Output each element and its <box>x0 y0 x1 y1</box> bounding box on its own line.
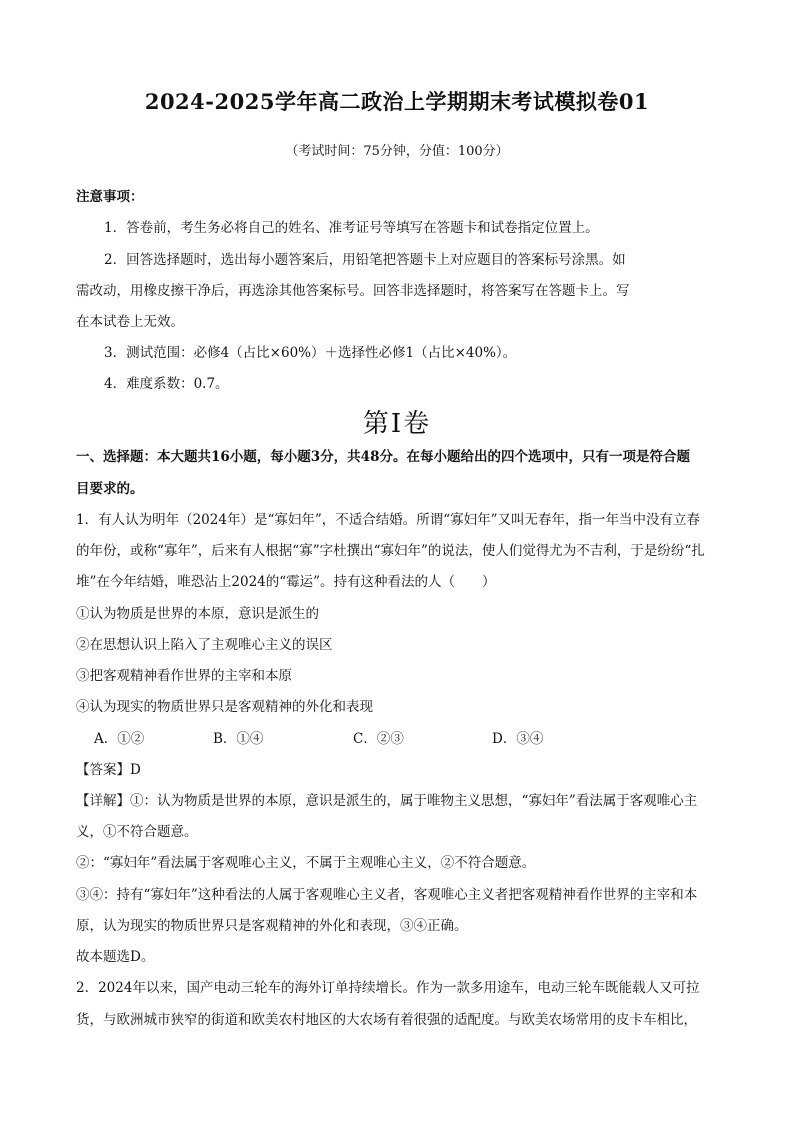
option-d: D．③④ <box>492 731 544 747</box>
notice-line: 3．测试范围：必修4（占比×60%）＋选择性必修1（占比×40%）。 <box>104 345 517 361</box>
part-heading: 目要求的。 <box>76 481 144 497</box>
part-heading: 一、选择题：本大题共16小题，每小题3分，共48分。在每小题给出的四个选项中，只有一项是符合题 <box>76 449 690 465</box>
statement: ②在思想认识上陷入了主观唯心主义的误区 <box>76 637 333 653</box>
option-c: C．②③ <box>353 731 404 747</box>
section-title: 第Ⅰ卷 <box>362 409 432 439</box>
statement: ③把客观精神看作世界的主宰和本原 <box>76 668 292 684</box>
question-stem: 的年份，或称“寡年”，后来有人根据“寡”字杜撰出“寡妇年”的说法，使人们觉得尤为不吉利，于是纷纷“扎 <box>76 543 705 559</box>
question-stem: 2．2024年以来，国产电动三轮车的海外订单持续增长。作为一款多用途车，电动三轮车既能载人又可拉 <box>76 980 700 996</box>
explanation-line: ③④：持有“寡妇年”这种看法的人属于客观唯心主义者，客观唯心主义者把客观精神看作世界的主宰和本 <box>76 887 698 903</box>
question-stem: 1．有人认为明年（2024年）是“寡妇年”，不适合结婚。所谓“寡妇年”又叫无春年，指一年当中没有立春 <box>76 512 701 528</box>
question-stem: 堆”在今年结婚，唯恐沾上2024的“霉运”。持有这种看法的人（ ） <box>76 574 496 590</box>
explanation-line: 故本题选D。 <box>76 949 155 965</box>
statement: ①认为物质是世界的本原，意识是派生的 <box>76 606 319 622</box>
explanation-line: ②：“寡妇年”看法属于客观唯心主义，不属于主观唯心主义，②不符合题意。 <box>76 855 536 871</box>
exam-info: （考试时间：75分钟，分值：100分） <box>285 144 509 159</box>
notice-line: 在本试卷上无效。 <box>76 314 184 330</box>
answer: 【答案】D <box>76 762 141 778</box>
option-b: B．①④ <box>213 731 264 747</box>
explanation-line: 原，认为现实的物质世界只是客观精神的外化和表现，③④正确。 <box>76 918 468 934</box>
question-stem: 货，与欧洲城市狭窄的街道和欧美农村地区的大农场有着很强的适配度。与欧美农场常用的皮卡车相比， <box>76 1012 697 1028</box>
notice-heading: 注意事项： <box>76 189 144 205</box>
notice-line: 需改动，用橡皮擦干净后，再选涂其他答案标号。回答非选择题时，将答案写在答题卡上。写 <box>76 283 630 299</box>
explanation-line: 义，①不符合题意。 <box>76 824 198 840</box>
notice-line: 2．回答选择题时，选出每小题答案后，用铅笔把答题卡上对应题目的答案标号涂黑。如 <box>104 252 626 268</box>
document-title: 2024-2025学年高二政治上学期期末考试模拟卷01 <box>144 89 650 114</box>
explanation-line: 【详解】①：认为物质是世界的本原，意识是派生的，属于唯物主义思想，“寡妇年”看法属于客观唯心主 <box>76 793 698 809</box>
option-a: A．①② <box>94 731 145 747</box>
notice-line: 4．难度系数：0.7。 <box>104 376 229 392</box>
notice-line: 1．答卷前，考生务必将自己的姓名、准考证号等填写在答题卡和试卷指定位置上。 <box>104 220 599 236</box>
statement: ④认为现实的物质世界只是客观精神的外化和表现 <box>76 699 373 715</box>
